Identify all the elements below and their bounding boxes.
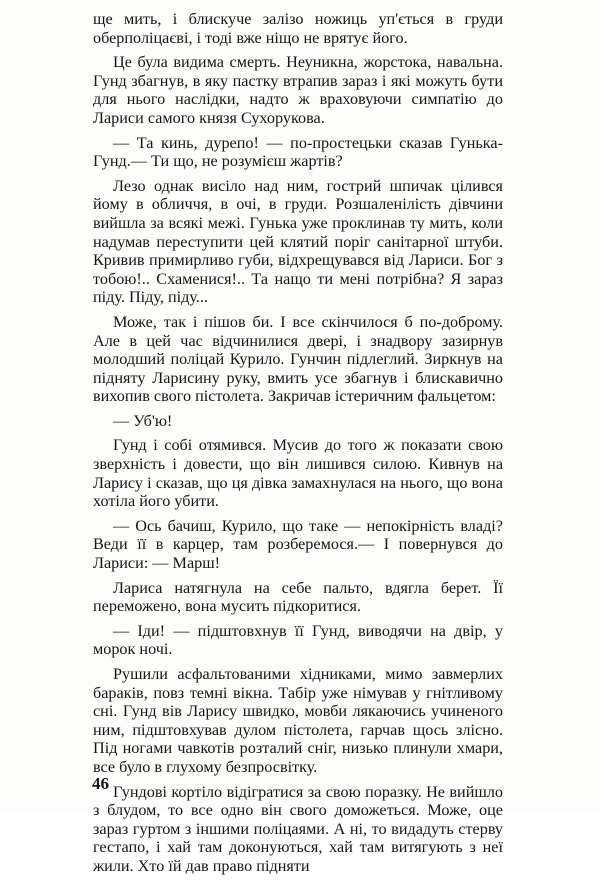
paragraph: Гунд і собі отямився. Мусив до того ж показати свою зверхність і довести, що він лишився силою. Кивнув на Ларису і сказав, що ця дівка замахнулася на нього, що вона хотіла його убити. — [93, 436, 503, 511]
paragraph: Лариса натягнула на себе пальто, вдягла берет. Її переможено, вона мусить підкоритися. — [93, 578, 503, 616]
paragraph: Гундові кортіло відігратися за свою поразку. Не вийшло з блудом, то все одно він свого доможеться. Може, оце зараз гуртом з іншими поліцаями. А ні, то видадуть стерву гестапо, і хай там доконуються, хай там витягують з неї жили. Хто їй дав право підняти — [93, 782, 503, 875]
paragraph: — Ось бачиш, Курило, що таке — непокірність владі? Веди її в карцер, там розберемося.— І повернувся до Лариси: — Марш! — [93, 516, 503, 573]
paragraph: Може, так і пішов би. І все скінчилося б по-доброму. Але в цей час відчинилися двері, і знадвору зазирнув молодший поліцай Курило. Гунчин підлеглий. Зиркнув на підняту Ларисину руку, вмить усе збагнув і блискавично вихопив свого пістолета. Закричав істеричним фальцетом: — [93, 312, 503, 406]
paragraph: Рушили асфальтованими хідниками, мимо завмерлих бараків, повз темні вікна. Табір уже німував у гнітливому сні. Гунд вів Ларису швидко, мовби лякаючись учиненого ним, підштовхував дулом пістолета, гарчав щось злісно. Під ногами чавкотів розталий сніг, низько плинули хмари, все було в глухому безпросвітку. — [93, 665, 503, 776]
page-number: 46 — [92, 774, 109, 793]
paragraph: — Та кинь, дурепо! — по-простецьки сказав Гунька-Гунд.— Ти що, не розумієш жартів? — [93, 133, 503, 171]
paragraph: — Уб'ю! — [113, 411, 173, 430]
body-text — [93, 10, 503, 882]
paragraph: Це була видима смерть. Неуникна, жорстока, навальна. Гунд збагнув, в яку пастку втрапив зараз і які можуть бути для нього наслідки, надто ж враховуючи симпатію до Лариси самого князя Сухорукова. — [93, 53, 503, 127]
paragraph: — Іди! — підштовхнув її Гунд, виводячи на двір, у морок ночі. — [93, 621, 503, 659]
paragraph: Лезо однак висіло над ним, гострий шпичак цілився йому в обличчя, в очі, в груди. Розшаленіліcть дівчини вийшла за всякі межі. Гунька уже проклинав ту мить, коли надумав переступити цей клятий поріг санітарної штуби. Кривив примирливо губи, відхрещувався від Лариси. Бог з тобою!.. Схаменися!.. Та нащо ти мені потрібна? Я зараз піду. Піду, піду... — [93, 176, 503, 307]
paragraph: ще мить, і блискуче залізо ножиць уп'ється в груди оберполіцаєві, і тоді вже ніщо не врятує його. — [93, 10, 503, 47]
